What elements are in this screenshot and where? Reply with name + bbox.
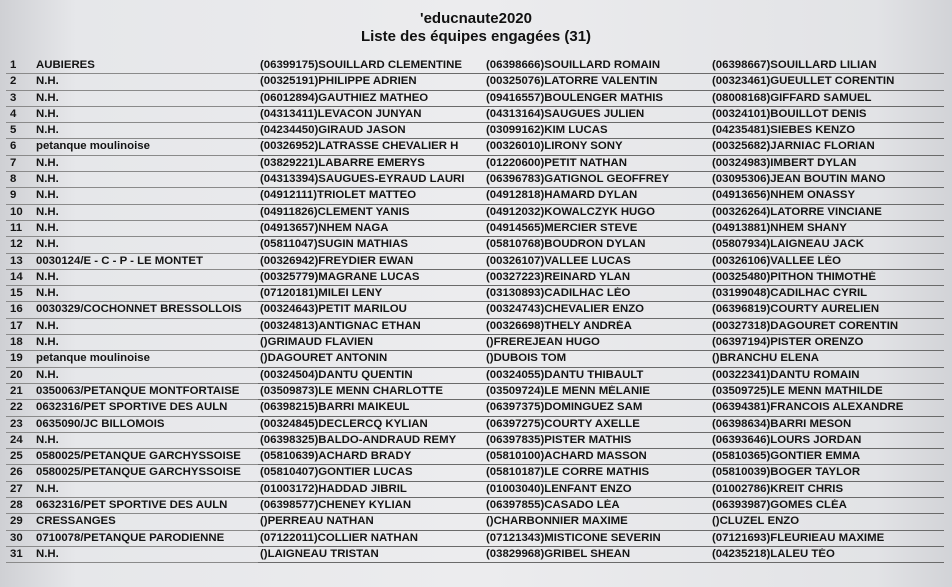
team-number: 12 xyxy=(10,238,23,251)
player-1: (05810639)ACHARD BRADY xyxy=(260,450,412,463)
team-number: 28 xyxy=(10,499,23,512)
player-1: (01003172)HADDAD JIBRIL xyxy=(260,482,407,495)
player-2: (00326010)LIRONY SONY xyxy=(486,140,623,153)
player-2: (03099162)KIM LUCAS xyxy=(486,124,608,137)
player-3: (00327318)DAGOURET CORENTIN xyxy=(712,319,899,332)
player-3: (01002786)KREIT CHRIS xyxy=(712,482,844,495)
club-name: N.H. xyxy=(36,156,59,169)
team-number: 9 xyxy=(10,189,17,202)
player-3: (06396819)COURTY AURELIEN xyxy=(712,303,880,316)
club-name: N.H. xyxy=(36,173,59,186)
player-2: ()CHARBONNIER MAXIME xyxy=(486,515,628,528)
player-2: ()DUBOIS TOM xyxy=(486,352,567,365)
player-1: (00324643)PETIT MARILOU xyxy=(260,303,407,316)
player-2: (00326107)VALLEE LUCAS xyxy=(486,254,631,267)
player-2: (00325076)LATORRE VALENTIN xyxy=(486,75,658,88)
player-3: (06393646)LOURS JORDAN xyxy=(712,433,862,446)
player-1: (00324504)DANTU QUENTIN xyxy=(260,368,413,381)
player-3: (05810365)GONTIER EMMA xyxy=(712,450,861,463)
team-number: 23 xyxy=(10,417,23,430)
row-divider-left xyxy=(6,562,258,563)
player-2: (00324055)DANTU THIBAULT xyxy=(486,368,644,381)
player-1: (04313394)SAUGUES-EYRAUD LAURI xyxy=(260,173,465,186)
table-row xyxy=(6,205,950,221)
player-2: (03130893)CADILHAC LÉO xyxy=(486,287,631,300)
player-3: (06397194)PISTER ORENZO xyxy=(712,336,864,349)
player-2: (06397375)DOMINGUEZ SAM xyxy=(486,401,643,414)
club-name: AUBIERES xyxy=(36,59,95,71)
player-3: (00322341)DANTU ROMAIN xyxy=(712,368,860,381)
player-1: (00325779)MAGRANE LUCAS xyxy=(260,270,420,283)
player-2: (01220600)PETIT NATHAN xyxy=(486,156,627,169)
table-row xyxy=(6,237,950,253)
club-name: N.H. xyxy=(36,433,59,446)
player-2: (05810187)LE CORRE MATHIS xyxy=(486,466,650,479)
player-3: (05807934)LAIGNEAU JACK xyxy=(712,238,864,251)
player-3: (03509725)LE MENN MATHILDE xyxy=(712,384,883,397)
player-3: (08008168)GIFFARD SAMUEL xyxy=(712,91,872,104)
player-1: (00325191)PHILIPPE ADRIEN xyxy=(260,75,417,88)
player-3: (00326106)VALLEE LÉO xyxy=(712,254,841,267)
player-3: (06394381)FRANCOIS ALEXANDRE xyxy=(712,401,904,414)
player-1: (04911826)CLEMENT YANIS xyxy=(260,205,410,218)
club-name: 0632316/PET SPORTIVE DES AULN xyxy=(36,499,228,512)
team-number: 29 xyxy=(10,515,23,528)
club-name: 0030124/E - C - P - LE MONTET xyxy=(36,254,203,267)
player-3: ()BRANCHU ELENA xyxy=(712,352,819,365)
club-name: 0580025/PETANQUE GARCHYSSOISE xyxy=(36,450,241,463)
club-name: N.H. xyxy=(36,124,59,137)
team-number: 30 xyxy=(10,531,23,544)
club-name: N.H. xyxy=(36,205,59,218)
team-number: 1 xyxy=(10,59,17,71)
club-name: N.H. xyxy=(36,75,59,88)
player-2: (03829968)GRIBEL SHEAN xyxy=(486,547,631,560)
table-row xyxy=(6,58,950,74)
team-number: 5 xyxy=(10,124,17,137)
team-number: 18 xyxy=(10,336,23,349)
player-1: (06399175)SOUILLARD CLEMENTINE xyxy=(260,59,462,71)
team-number: 7 xyxy=(10,156,17,169)
team-number: 4 xyxy=(10,107,17,120)
club-name: N.H. xyxy=(36,107,59,120)
team-number: 27 xyxy=(10,482,23,495)
player-2: (03509724)LE MENN MÉLANIE xyxy=(486,384,650,397)
player-2: (00327223)REINARD YLAN xyxy=(486,270,631,283)
player-3: (00325682)JARNIAC FLORIAN xyxy=(712,140,875,153)
player-2: (05810100)ACHARD MASSON xyxy=(486,450,647,463)
player-2: (01003040)LENFANT ENZO xyxy=(486,482,632,495)
player-3: (04235218)LALEU TÉO xyxy=(712,547,835,560)
player-2: (06396783)GATIGNOL GEOFFREY xyxy=(486,173,670,186)
table-row xyxy=(6,351,950,367)
team-number: 31 xyxy=(10,547,23,560)
team-number: 21 xyxy=(10,384,23,397)
club-name: N.H. xyxy=(36,336,59,349)
player-3: (04913881)NHEM SHANY xyxy=(712,221,847,234)
player-3: (04235481)SIEBES KENZO xyxy=(712,124,856,137)
table-row xyxy=(6,498,950,514)
player-3: (00325480)PITHON THIMOTHÉ xyxy=(712,270,876,283)
player-3: (05810039)BOGER TAYLOR xyxy=(712,466,861,479)
team-number: 17 xyxy=(10,319,23,332)
player-3: (03095306)JEAN BOUTIN MANO xyxy=(712,173,886,186)
player-1: (04912111)TRIOLET MATTEO xyxy=(260,189,417,202)
table-row xyxy=(6,74,950,90)
table-row xyxy=(6,286,950,302)
player-1: (04913657)NHEM NAGA xyxy=(260,221,389,234)
table-row xyxy=(6,188,950,204)
player-2: (04313164)SAUGUES JULIEN xyxy=(486,107,645,120)
player-1: (06398577)CHENEY KYLIAN xyxy=(260,499,412,512)
club-name: N.H. xyxy=(36,270,59,283)
player-2: (05810768)BOUDRON DYLAN xyxy=(486,238,646,251)
player-3: (00324101)BOUILLOT DENIS xyxy=(712,107,867,120)
player-1: ()GRIMAUD FLAVIEN xyxy=(260,336,374,349)
club-name: 0580025/PETANQUE GARCHYSSOISE xyxy=(36,466,241,479)
table-row xyxy=(6,302,950,318)
table-row xyxy=(6,156,950,172)
table-row xyxy=(6,254,950,270)
club-name: N.H. xyxy=(36,319,59,332)
club-name: 0635090/JC BILLOMOIS xyxy=(36,417,165,430)
team-number: 19 xyxy=(10,352,23,365)
team-number: 25 xyxy=(10,450,23,463)
teams-table xyxy=(6,58,950,563)
player-1: (06398325)BALDO-ANDRAUD REMY xyxy=(260,433,457,446)
team-number: 14 xyxy=(10,270,23,283)
player-1: (00324845)DECLERCQ KYLIAN xyxy=(260,417,428,430)
player-3: ()CLUZEL ENZO xyxy=(712,515,800,528)
table-row xyxy=(6,400,950,416)
club-name: 0030329/COCHONNET BRESSOLLOIS xyxy=(36,303,242,316)
table-row xyxy=(6,107,950,123)
team-number: 8 xyxy=(10,173,17,186)
player-1: (03829221)LABARRE EMERYS xyxy=(260,156,425,169)
player-1: (07120181)MILEI LENY xyxy=(260,287,383,300)
table-row xyxy=(6,417,950,433)
player-3: (07121693)FLEURIEAU MAXIME xyxy=(712,531,885,544)
club-name: CRESSANGES xyxy=(36,515,116,528)
player-1: (06012894)GAUTHIEZ MATHEO xyxy=(260,91,429,104)
table-row xyxy=(6,465,950,481)
club-name: N.H. xyxy=(36,221,59,234)
table-row xyxy=(6,172,950,188)
player-1: (04234450)GIRAUD JASON xyxy=(260,124,406,137)
team-number: 13 xyxy=(10,254,23,267)
table-row xyxy=(6,433,950,449)
team-number: 22 xyxy=(10,401,23,414)
table-row xyxy=(6,384,950,400)
table-row xyxy=(6,368,950,384)
table-row xyxy=(6,514,950,530)
player-1: (00326952)LATRASSE CHEVALIER H xyxy=(260,140,459,153)
table-row xyxy=(6,335,950,351)
player-3: (00324983)IMBERT DYLAN xyxy=(712,156,857,169)
table-row xyxy=(6,270,950,286)
table-row xyxy=(6,91,950,107)
player-1: (06398215)BARRI MAIKEUL xyxy=(260,401,410,414)
club-name: petanque moulinoise xyxy=(36,352,150,365)
club-name: N.H. xyxy=(36,547,59,560)
player-1: (03509873)LE MENN CHARLOTTE xyxy=(260,384,443,397)
club-name: N.H. xyxy=(36,287,59,300)
player-2: (00324743)CHEVALIER ENZO xyxy=(486,303,645,316)
club-name: N.H. xyxy=(36,482,59,495)
player-1: (05811047)SUGIN MATHIAS xyxy=(260,238,408,251)
club-name: 0710078/PETANQUE PARODIENNE xyxy=(36,531,225,544)
player-2: ()FREREJEAN HUGO xyxy=(486,336,600,349)
player-1: (07122011)COLLIER NATHAN xyxy=(260,531,419,544)
player-2: (04914565)MERCIER STEVE xyxy=(486,221,638,234)
player-2: (09416557)BOULENGER MATHIS xyxy=(486,91,664,104)
club-name: N.H. xyxy=(36,91,59,104)
team-number: 3 xyxy=(10,91,17,104)
player-2: (00326698)THELY ANDRÉA xyxy=(486,319,632,332)
team-number: 20 xyxy=(10,368,23,381)
player-3: (03199048)CADILHAC CYRIL xyxy=(712,287,868,300)
team-number: 11 xyxy=(10,221,23,234)
team-number: 24 xyxy=(10,433,23,446)
club-name: 0350063/PETANQUE MONTFORTAISE xyxy=(36,384,240,397)
player-3: (00326264)LATORRE VINCIANE xyxy=(712,205,882,218)
player-1: ()PERREAU NATHAN xyxy=(260,515,374,528)
club-name: petanque moulinoise xyxy=(36,140,150,153)
team-number: 15 xyxy=(10,287,23,300)
player-1: ()DAGOURET ANTONIN xyxy=(260,352,388,365)
team-number: 26 xyxy=(10,466,23,479)
player-1: ()LAIGNEAU TRISTAN xyxy=(260,547,379,560)
table-row xyxy=(6,449,950,465)
row-divider xyxy=(258,562,944,563)
table-row xyxy=(6,531,950,547)
player-2: (06397835)PISTER MATHIS xyxy=(486,433,632,446)
player-1: (00326942)FREYDIER EWAN xyxy=(260,254,414,267)
club-name: N.H. xyxy=(36,238,59,251)
player-2: (04912818)HAMARD DYLAN xyxy=(486,189,638,202)
player-3: (06398667)SOUILLARD LILIAN xyxy=(712,59,877,71)
player-3: (00323461)GUEULLET CORENTIN xyxy=(712,75,895,88)
player-3: (06398634)BARRI MESON xyxy=(712,417,852,430)
team-number: 2 xyxy=(10,75,17,88)
player-2: (04912032)KOWALCZYK HUGO xyxy=(486,205,656,218)
player-2: (06397855)CASADO LÉA xyxy=(486,499,620,512)
table-row xyxy=(6,123,950,139)
team-number: 10 xyxy=(10,205,23,218)
club-name: N.H. xyxy=(36,368,59,381)
player-3: (06393987)GOMES CLÉA xyxy=(712,499,847,512)
table-row xyxy=(6,547,950,563)
player-3: (04913656)NHEM ONASSY xyxy=(712,189,856,202)
table-row xyxy=(6,319,950,335)
player-2: (06398666)SOUILLARD ROMAIN xyxy=(486,59,661,71)
player-2: (06397275)COURTY AXELLE xyxy=(486,417,640,430)
table-row xyxy=(6,139,950,155)
document-title: 'educnaute2020 xyxy=(420,10,532,27)
player-1: (04313411)LEVACON JUNYAN xyxy=(260,107,422,120)
club-name: N.H. xyxy=(36,189,59,202)
team-number: 6 xyxy=(10,140,17,153)
player-1: (05810407)GONTIER LUCAS xyxy=(260,466,413,479)
player-1: (00324813)ANTIGNAC ETHAN xyxy=(260,319,421,332)
table-row xyxy=(6,482,950,498)
team-number: 16 xyxy=(10,303,23,316)
table-row xyxy=(6,221,950,237)
document-subtitle: Liste des équipes engagées (31) xyxy=(360,28,592,45)
club-name: 0632316/PET SPORTIVE DES AULN xyxy=(36,401,228,414)
player-2: (07121343)MISTICONE SEVERIN xyxy=(486,531,661,544)
